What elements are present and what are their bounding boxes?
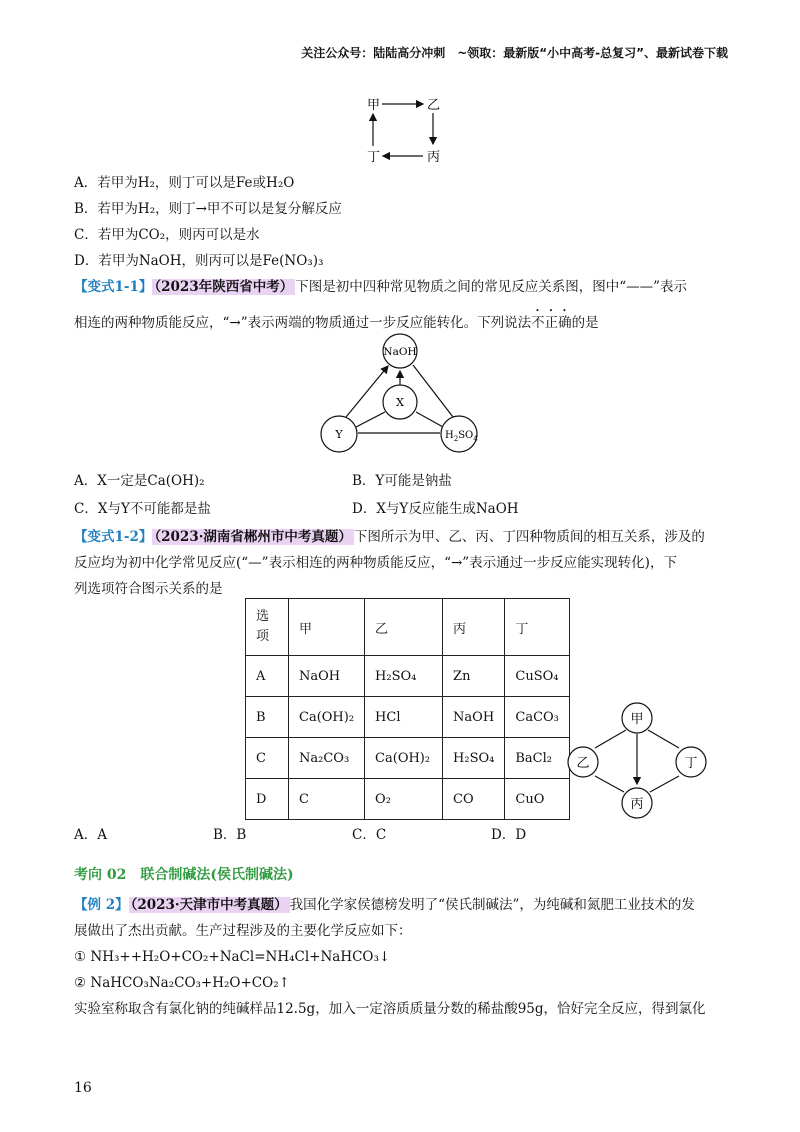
- table-cell: O₂: [365, 779, 443, 820]
- table-cell: B: [246, 697, 289, 738]
- label-ding: 丁: [684, 756, 698, 771]
- v12-source: （2023·湖南省郴州市中考真题）: [154, 529, 352, 545]
- q1-option-b: B．若甲为H₂，则丁→甲不可以是复分解反应: [74, 201, 342, 217]
- options-table: [245, 598, 570, 820]
- v11-option-c: C．X与Y不可能都是盐: [74, 501, 211, 517]
- line-yi-bing: [595, 776, 624, 792]
- table-header-cell: 甲: [289, 599, 365, 656]
- table-header-cell: 丁: [505, 599, 570, 656]
- arrow-y-naoh: [346, 366, 388, 417]
- v11-tag: 【变式1-1】: [74, 279, 153, 295]
- table-cell: C: [246, 738, 289, 779]
- ex2-tag: 【例 2】: [74, 897, 129, 913]
- v11-option-b: B．Y可能是钠盐: [352, 473, 452, 489]
- line-ding-bing: [650, 776, 679, 792]
- label-y: Y: [335, 428, 343, 441]
- table-cell: A: [246, 656, 289, 697]
- v12-stem-line3: 列选项符合图示关系的是: [74, 581, 223, 597]
- v11-stem-line2: [74, 307, 599, 332]
- table-header-cell: 乙: [365, 599, 443, 656]
- table-cell: NaOH: [289, 656, 365, 697]
- table-cell: Na₂CO₃: [289, 738, 365, 779]
- table-cell: D: [246, 779, 289, 820]
- q1-option-a: A．若甲为H₂，则丁可以是Fe或H₂O: [74, 175, 295, 191]
- table-cell: CO: [443, 779, 505, 820]
- line-h2so4-naoh: [413, 365, 453, 417]
- table-cell: H₂SO₄: [443, 738, 505, 779]
- table-header-cell: 丙: [443, 599, 505, 656]
- v12-tag: 【变式1-2】: [74, 529, 153, 545]
- emphasis-not-correct: 不正确: [531, 315, 572, 331]
- table-cell: BaCl₂: [505, 738, 570, 779]
- v11-line2: 相连的两种物质能反应，“→”表示两端的物质通过一步反应能转化。下列说法: [74, 315, 532, 331]
- label-jia: 甲: [630, 712, 644, 727]
- table-row: [246, 656, 570, 697]
- v12-stem-line2: 反应均为初中化学常见反应(“—”表示相连的两种物质能反应，“→”表示通过一步反应能实现转化)，下: [74, 555, 677, 571]
- cycle-diagram: [355, 90, 455, 168]
- v12-line1: 下图所示为甲、乙、丙、丁四种物质间的相互关系，涉及的: [353, 529, 705, 545]
- q1-option-c: C．若甲为CO₂，则丙可以是水: [74, 227, 260, 243]
- label-h2so4: $H_2SO_4$: [445, 430, 478, 443]
- v12-answer-d: D．D: [491, 827, 527, 843]
- table-cell: CuSO₄: [505, 656, 570, 697]
- table-cell: CuO: [505, 779, 570, 820]
- line-jia-yi: [595, 730, 626, 748]
- line-jia-ding: [648, 730, 679, 748]
- node-yi: 乙: [427, 98, 441, 113]
- v11-stem-line1: [74, 278, 687, 296]
- node-bing: 丙: [427, 150, 441, 165]
- page-number: 16: [74, 1080, 92, 1096]
- node-jia: 甲: [367, 98, 381, 113]
- table-row: [246, 738, 570, 779]
- v12-stem-line1: [74, 528, 705, 546]
- table-cell: Zn: [443, 656, 505, 697]
- table-cell: HCl: [365, 697, 443, 738]
- table-cell: Ca(OH)₂: [365, 738, 443, 779]
- triangle-diagram: [312, 332, 488, 460]
- node-ding: 丁: [367, 150, 381, 165]
- v12-answer-a: A．A: [74, 827, 107, 843]
- v11-line2-end: 的是: [571, 315, 599, 331]
- v12-answer-b: B．B: [213, 827, 247, 843]
- diamond-diagram: [562, 700, 722, 826]
- table-cell: NaOH: [443, 697, 505, 738]
- line-y-x: [356, 412, 385, 427]
- ex2-stem-line2: 展做出了杰出贡献。生产过程涉及的主要化学反应如下：: [74, 923, 412, 939]
- table-cell: Ca(OH)₂: [289, 697, 365, 738]
- v11-option-a: A．X一定是Ca(OH)₂: [74, 473, 205, 489]
- v11-source: （2023年陕西省中考）: [154, 279, 294, 295]
- line-x-h2so4: [416, 412, 443, 427]
- table-cell: C: [289, 779, 365, 820]
- label-yi: 乙: [576, 756, 590, 771]
- table-row: [246, 697, 570, 738]
- table-cell: H₂SO₄: [365, 656, 443, 697]
- table-header-row: [246, 599, 570, 656]
- ex2-source: （2023·天津市中考真题）: [130, 897, 288, 913]
- equation-2: ② NaHCO₃Na₂CO₃+H₂O+CO₂↑: [74, 975, 290, 991]
- table-cell: CaCO₃: [505, 697, 570, 738]
- section-title: 考向 02 联合制碱法(侯氏制碱法): [74, 867, 294, 883]
- table-row: [246, 779, 570, 820]
- ex2-stem-line3: 实验室称取含有氯化钠的纯碱样品12.5g，加入一定溶质质量分数的稀盐酸95g，恰好完全反应，得到氯化: [74, 1001, 706, 1017]
- label-naoh: NaOH: [383, 346, 417, 358]
- page-header: 关注公众号：陆陆高分冲刺 ~领取：最新版“小中高考-总复习”、最新试卷下载: [301, 46, 728, 60]
- ex2-stem-line1: [74, 896, 695, 914]
- v11-option-d: D．X与Y反应能生成NaOH: [352, 501, 519, 517]
- ex2-line1: 我国化学家侯德榜发明了“侯氏制碱法”，为纯碱和氮肥工业技术的发: [289, 897, 695, 913]
- v12-answer-c: C．C: [352, 827, 387, 843]
- label-x: X: [396, 396, 404, 409]
- table-header-cell: 选 项: [246, 599, 289, 656]
- label-bing: 丙: [630, 797, 644, 812]
- v11-line1: 下图是初中四种常见物质之间的常见反应关系图，图中“——”表示: [295, 279, 688, 295]
- q1-option-d: D．若甲为NaOH，则丙可以是Fe(NO₃)₃: [74, 253, 324, 269]
- equation-1: ① NH₃++H₂O+CO₂+NaCl=NH₄Cl+NaHCO₃↓: [74, 949, 391, 965]
